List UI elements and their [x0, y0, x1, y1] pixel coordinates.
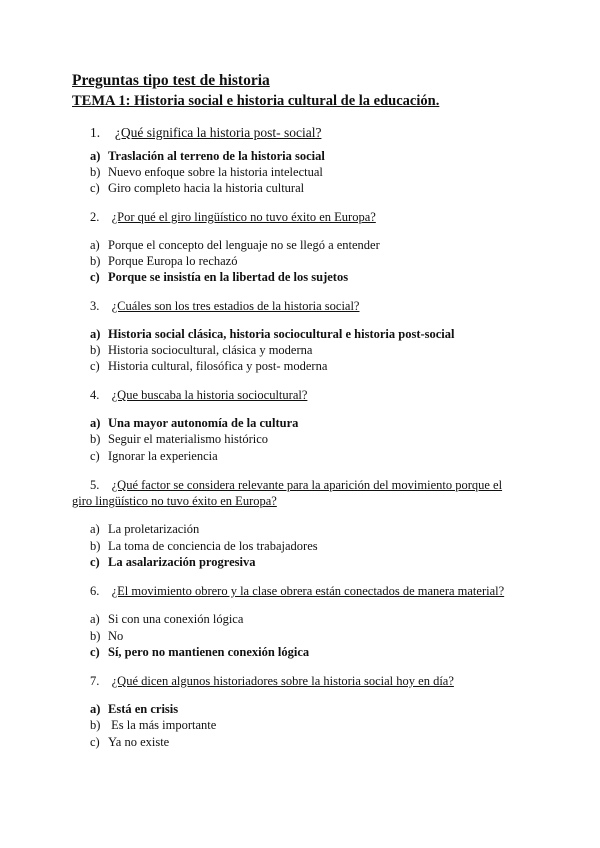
question-text: ¿Por qué el giro lingüístico no tuvo éxito en Europa? — [111, 210, 376, 224]
question-2 — [90, 210, 376, 225]
question-number: 2. — [90, 210, 100, 224]
question-text: ¿Que buscaba la historia sociocultural? — [111, 388, 308, 402]
option-7a: a) Está en crisis — [90, 702, 179, 716]
option-1b: b) Nuevo enfoque sobre la historia intelectual — [90, 165, 323, 179]
option-2c: c) Porque se insistía en la libertad de los sujetos — [90, 270, 349, 284]
question-6 — [90, 584, 504, 599]
question-7 — [90, 674, 454, 689]
option-1a: a) Traslación al terreno de la historia social — [90, 149, 325, 163]
option-6c: c) Sí, pero no mantienen conexión lógica — [90, 645, 310, 659]
question-number: 7. — [90, 674, 100, 688]
document-title: Preguntas tipo test de historia — [72, 72, 270, 89]
option-3b: b) Historia sociocultural, clásica y moderna — [90, 343, 313, 357]
option-7c: c) Ya no existe — [90, 735, 170, 749]
question-number: 4. — [90, 388, 100, 402]
option-6b: b) No — [90, 629, 124, 643]
option-6a: a) Si con una conexión lógica — [90, 612, 244, 626]
question-text-line-1: ¿Qué factor se considera relevante para la aparición del movimiento porque el — [111, 478, 503, 492]
option-7b: b) Es la más importante — [90, 718, 217, 732]
question-number: 5. — [90, 478, 100, 492]
question-text: ¿Cuáles son los tres estadios de la historia social? — [111, 299, 360, 313]
document-subtitle: TEMA 1: Historia social e historia cultural de la educación. — [72, 93, 440, 109]
question-1 — [90, 125, 321, 141]
option-4a: a) Una mayor autonomía de la cultura — [90, 416, 299, 430]
question-number: 1. — [90, 125, 101, 140]
option-4c: c) Ignorar la experiencia — [90, 449, 218, 463]
option-5b: b) La toma de conciencia de los trabajadores — [90, 539, 318, 553]
question-text-line-2: giro lingüístico no tuvo éxito en Europa? — [72, 494, 277, 508]
question-5 — [90, 478, 502, 493]
option-1c: c) Giro completo hacia la historia cultural — [90, 181, 305, 195]
option-3c: c) Historia cultural, filosófica y post- moderna — [90, 359, 328, 373]
question-4 — [90, 388, 307, 403]
question-text: ¿Qué dicen algunos historiadores sobre la historia social hoy en día? — [111, 674, 454, 688]
question-number: 6. — [90, 584, 100, 598]
option-2b: b) Porque Europa lo rechazó — [90, 254, 238, 268]
option-4b: b) Seguir el materialismo histórico — [90, 432, 269, 446]
question-number: 3. — [90, 299, 100, 313]
question-3 — [90, 299, 359, 314]
question-text: ¿Qué significa la historia post- social? — [114, 125, 322, 140]
option-3a: a) Historia social clásica, historia sociocultural e historia post-social — [90, 327, 455, 341]
option-5c: c) La asalarización progresiva — [90, 555, 256, 569]
option-2a: a) Porque el concepto del lenguaje no se llegó a entender — [90, 238, 380, 252]
question-text: ¿El movimiento obrero y la clase obrera están conectados de manera material? — [111, 584, 505, 598]
option-5a: a) La proletarización — [90, 522, 200, 536]
